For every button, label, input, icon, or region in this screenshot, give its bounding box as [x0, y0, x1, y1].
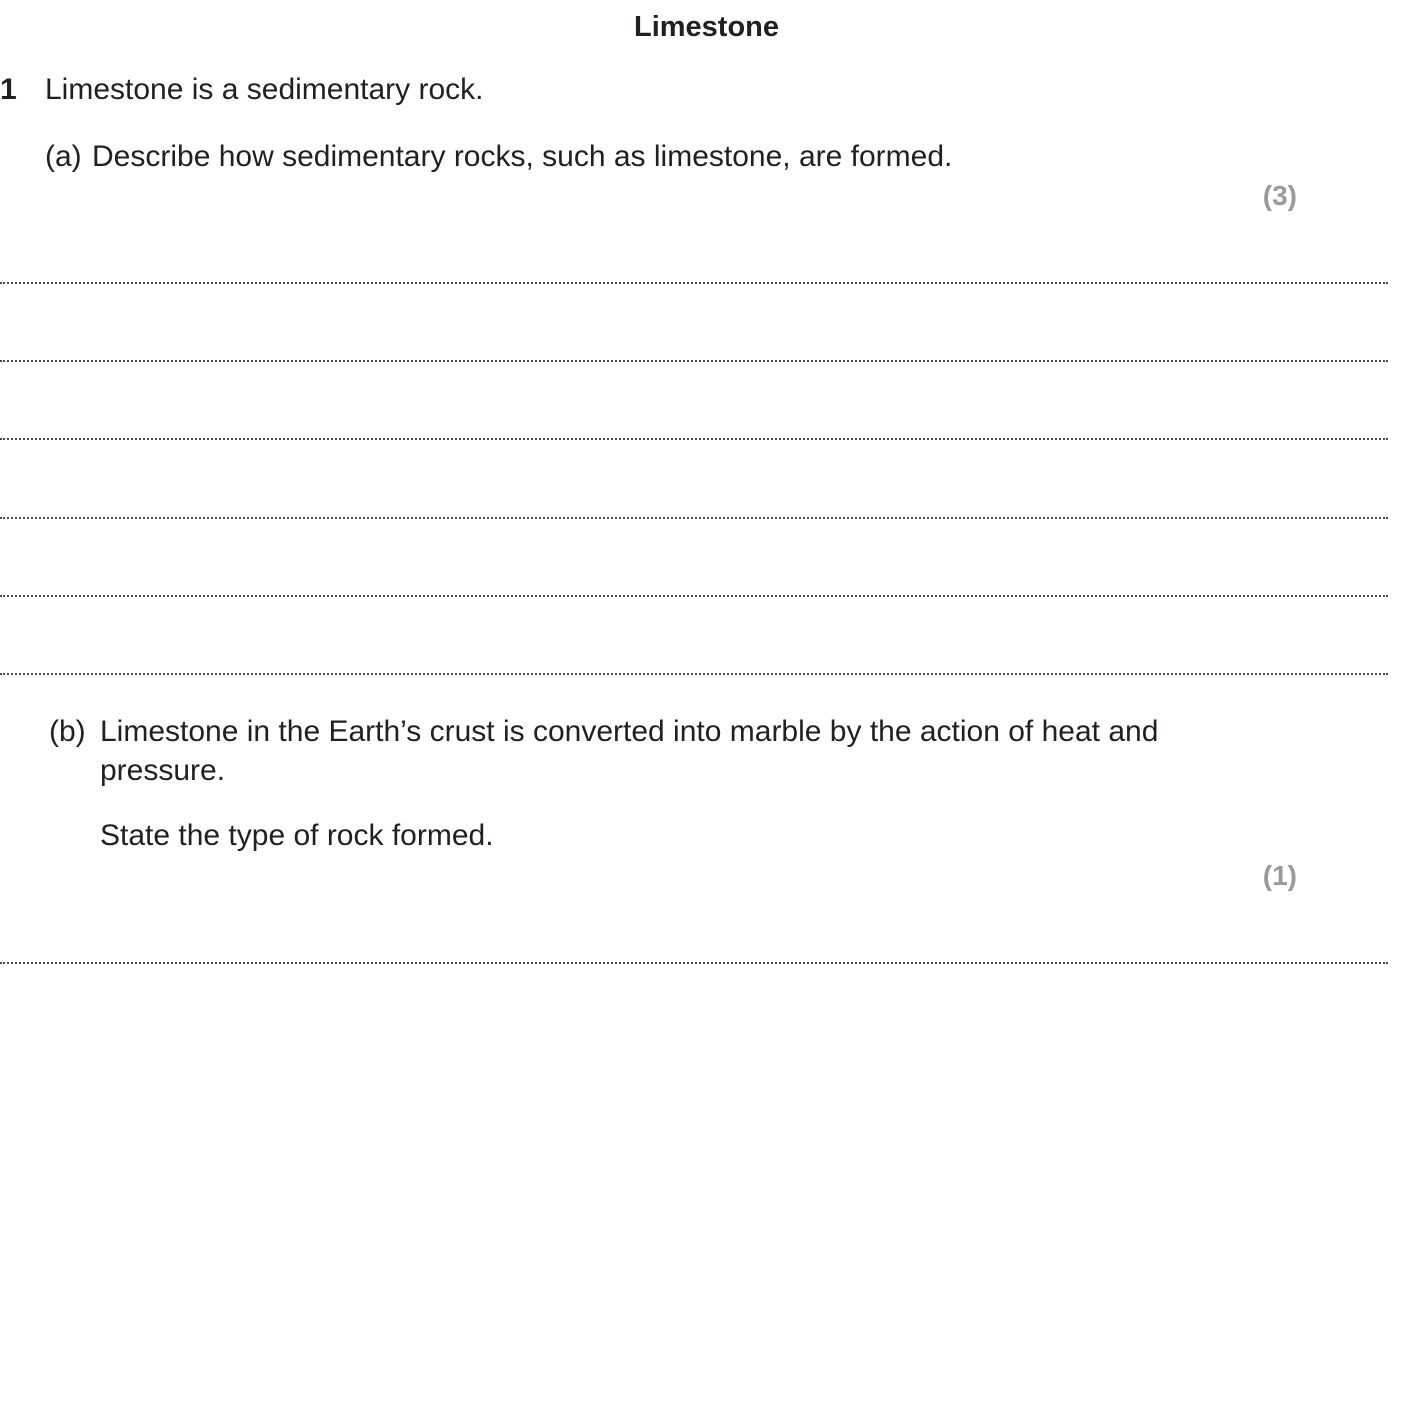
question-number: 1 — [0, 73, 17, 106]
page-title: Limestone — [633, 11, 780, 43]
part-a-text: Describe how sedimentary rocks, such as limestone, are formed. — [92, 140, 953, 173]
part-b-text-line2: pressure. — [100, 754, 226, 787]
answer-line-a-6[interactable] — [0, 673, 1388, 675]
part-b-label: (b) — [49, 715, 86, 748]
part-b-marks: (1) — [1262, 860, 1297, 891]
part-b-instruction: State the type of rock formed. — [100, 819, 494, 852]
part-b-text-line1: Limestone in the Earth’s crust is converted into marble by the action of heat and — [100, 715, 1159, 748]
question-stem: Limestone is a sedimentary rock. — [45, 73, 484, 106]
answer-line-b-1[interactable] — [0, 962, 1388, 964]
part-a-label: (a) — [45, 140, 82, 173]
part-a-marks: (3) — [1262, 180, 1297, 211]
answer-line-a-5[interactable] — [0, 595, 1388, 597]
answer-line-a-1[interactable] — [0, 282, 1388, 284]
answer-line-a-2[interactable] — [0, 360, 1388, 362]
answer-line-a-3[interactable] — [0, 438, 1388, 440]
answer-line-a-4[interactable] — [0, 517, 1388, 519]
